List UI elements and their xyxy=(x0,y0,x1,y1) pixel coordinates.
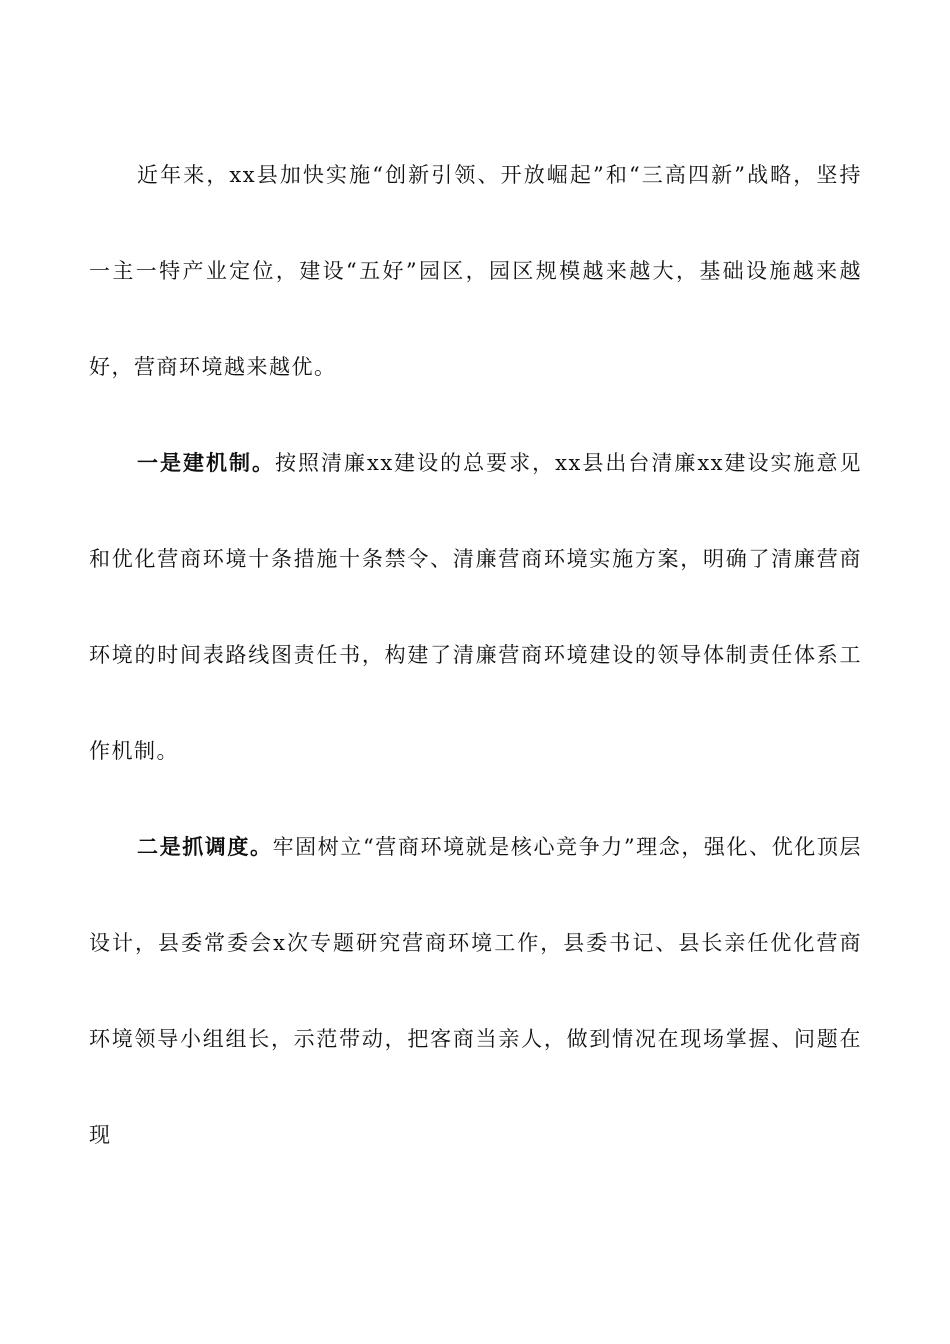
paragraph-mechanism-text: 按照清廉xx建设的总要求，xx县出台清廉xx建设实施意见和优化营商环境十条措施十条禁令、清廉营商环境实施方案，明确了清廉营商环境的时间表路线图责任书，构建了清廉营商环境建设的领导体制责任体系工作机制。 xyxy=(89,451,863,763)
paragraph-mechanism xyxy=(89,415,862,799)
paragraph-scheduling-lead: 二是抓调度。 xyxy=(137,834,273,859)
paragraph-intro-text: 近年来，xx县加快实施“创新引领、开放崛起”和“三高四新”战略，坚持一主一特产业定位，建设“五好”园区，园区规模越来越大，基础设施越来越好，营商环境越来越优。 xyxy=(89,163,862,379)
paragraph-scheduling-text: 牢固树立“营商环境就是核心竞争力”理念，强化、优化顶层设计，县委常委会x次专题研究营商环境工作，县委书记、县长亲任优化营商环境领导小组组长，示范带动，把客商当亲人，做到情况在现场掌握、问题在现 xyxy=(89,835,862,1147)
paragraph-scheduling xyxy=(89,799,862,1183)
document-body xyxy=(89,127,862,1183)
paragraph-mechanism-lead: 一是建机制。 xyxy=(137,450,275,475)
paragraph-intro xyxy=(89,127,862,415)
